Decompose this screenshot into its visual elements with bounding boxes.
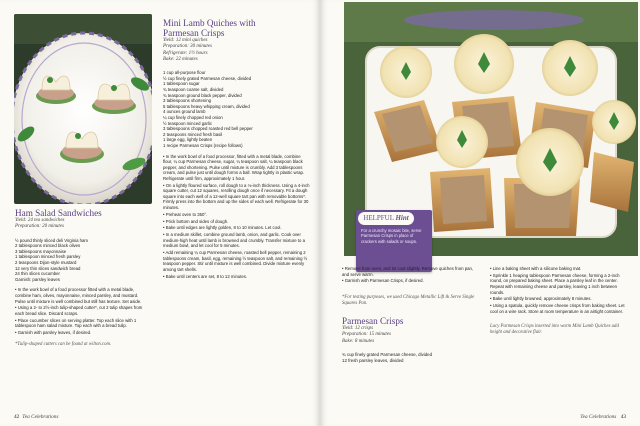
- step: • Garnish with Parmesan Crisps, if desired.: [342, 278, 424, 284]
- ingredient: 3 tablespoons shortening: [163, 98, 212, 104]
- step: • In a medium skillet, combine ground lamb, onion, and garlic. Cook over medium-high heat until lamb is browned and crumbly. Transfer mixture to a medium bowl, and let cool for 5 minutes.: [163, 232, 306, 249]
- page-number: 42: [14, 414, 20, 420]
- step: • In the work bowl of a food processor, fitted with a metal blade, combine flour, ¼ cup Parmesan cheese, sugar, ¼ teaspoon salt, ¼ teaspoon black pepper, and shortening. Pulse until mixture is crumbly. Add 3 tablespoons cream, and pulse just until dough forms a ball. Wrap tightly in plastic wrap. Refrigerate until firm, approximately 1 hour.: [163, 153, 305, 181]
- step: • Using a 2- to 2½-inch tulip-shaped cutter*, cut 2 tulip shapes from each bread slice. Discard scraps.: [15, 305, 143, 316]
- step: • Bake until edges are lightly golden, 8 to 10 minutes. Let cool.: [163, 225, 282, 231]
- ingredient: Garnish: parsley leaves: [15, 276, 60, 282]
- ingredient: ¾ cup finely grated Parmesan cheese, divided: [342, 352, 433, 358]
- ingredient: 24 thin slices cucumber: [15, 271, 60, 277]
- ham-recipe-title: Ham Salad Sandwiches: [15, 208, 102, 218]
- step: • Place cucumber slices on serving platter. Top each slice with 1 tablespoon ham salad mixture. Top each with a bread tulip.: [15, 317, 137, 329]
- step: • Garnish with parsley leaves, if desired.: [15, 330, 92, 336]
- ingredient: 2 teaspoons Dijon-style mustard: [15, 259, 77, 265]
- crisps-prep: Preparation: 15 minutes: [342, 332, 391, 338]
- magazine-title: Tea Celebrations: [22, 414, 59, 420]
- step: • Sprinkle 1 heaping tablespoon Parmesan cheese, forming a 2-inch round, on prepared baking sheet. Place a parsley leaf in the center. Repeat with remaining cheese and parsley, leaving 1 inch between rounds.: [490, 272, 620, 295]
- page-number: 43: [620, 414, 626, 420]
- quiche-prep: Preparation: 30 minutes: [163, 44, 212, 50]
- ham-recipe-yield: Yield: 24 tea sandwiches: [15, 218, 65, 223]
- hint-text: For a crunchy mosaic bite, serve Parmesan Crisps in place of crackers with salads or soups.: [361, 228, 422, 244]
- step: • Bake until centers are set, 8 to 12 minutes.: [163, 273, 248, 279]
- ingredient: 1 recipe Parmesan Crisps (recipe follows): [163, 142, 243, 148]
- step: • In the work bowl of a food processor fitted with a metal blade, combine ham, olives, mayonnaise, minced parsley, and mustard. Pulse until mixture is well combined but still has texture. Set aside.: [15, 287, 142, 304]
- quiche-bake: Bake: 22 minutes: [163, 56, 198, 62]
- step: • Add remaining ¼ cup Parmesan cheese, roasted bell pepper, remaining 2 tablespoons cream, basil, egg, remaining ½ teaspoon salt, and remaining ½ teaspoon pepper. Stir until mixture is well combined. Divide mixture evenly among tart shells.: [163, 250, 308, 272]
- ingredient: 1 cup all-purpose flour: [163, 70, 206, 76]
- ham-sandwich-photo: [14, 14, 152, 204]
- quiche-continued-steps: [342, 266, 480, 284]
- left-folio: [14, 414, 58, 420]
- quiche-steps: [163, 154, 311, 280]
- ingredient: ¾ teaspoon coarse salt, divided: [163, 86, 224, 92]
- step: • On a lightly floured surface, roll dough to a ⅛-inch thickness. Using a 4-inch square cutter, cut 12 squares, rerolling dough once if necessary. Fit a dough square into each well of a 12-well square tart pan with removable bottoms*. Firmly press into the bottom and up the sides of each well. Refrigerate for 30 minutes.: [163, 182, 310, 211]
- ham-steps: [15, 287, 150, 335]
- step: • Preheat oven to 350°.: [163, 211, 208, 217]
- hint-label-1: HELPFUL: [363, 214, 394, 222]
- quiche-continued: [342, 266, 480, 364]
- quiche-title-line2: Parmesan Crisps: [163, 28, 225, 38]
- ingredient: 1 tablespoon minced fresh parsley: [15, 254, 81, 260]
- ingredient: 2 tablespoons minced black olives: [15, 243, 81, 249]
- ingredient: 12 very thin slices sandwich bread: [15, 265, 81, 271]
- ham-footnote: *Tulip-shaped cutters can be found at wilton.com.: [15, 341, 112, 347]
- ingredient: ½ pound thinly sliced deli Virginia ham: [15, 237, 89, 243]
- step: • Using a spatula, quickly remove cheese crisps from baking sheet. Let cool on a wire rack. Store at room temperature in an airtight container.: [490, 303, 625, 314]
- right-folio: [580, 414, 626, 420]
- ingredient: 3 tablespoons mayonnaise: [15, 248, 67, 254]
- crisps-title: Parmesan Crisps: [342, 316, 404, 327]
- ham-recipe-prep: Preparation: 20 minutes: [15, 224, 64, 230]
- testing-note: *For testing purposes, we used Chicago Metallic Lift & Serve Single Squares Pan.: [342, 295, 475, 307]
- crisps-ingredients: [342, 352, 480, 364]
- ham-sandwich-illustration: [14, 14, 152, 204]
- ingredient: 3 tablespoons chopped roasted red bell pepper: [163, 126, 253, 132]
- ingredient: 5 tablespoons heavy whipping cream, divided: [163, 103, 250, 109]
- ham-recipe: [15, 208, 150, 348]
- step: • Bake until lightly browned, approximately 8 minutes.: [490, 296, 592, 302]
- magazine-title: Tea Celebrations: [580, 414, 617, 420]
- crisps-bake: Bake: 8 minutes: [342, 338, 375, 344]
- ingredient: ¼ cup finely chopped red onion: [163, 114, 223, 120]
- crisps-steps: [490, 266, 632, 314]
- quiche-refrigerate: Refrigerate: 1½ hours: [163, 50, 208, 56]
- right-page: [320, 0, 640, 426]
- step: • Remove from oven, and let cool slightly. Remove quiches from pan, and serve warm.: [342, 266, 474, 277]
- quiche-recipe: [163, 18, 311, 280]
- ingredient: ½ cup finely grated Parmesan cheese, divided: [163, 75, 252, 81]
- step: • Prick bottom and sides of dough.: [163, 218, 229, 224]
- ingredient: 2 teaspoons minced fresh basil: [163, 131, 223, 137]
- step: • Line a baking sheet with a silicone baking mat.: [490, 266, 582, 271]
- ham-ingredients: [15, 238, 150, 283]
- quiche-yield: Yield: 12 mini quiches: [163, 38, 208, 43]
- ingredient: 1 tablespoon sugar: [163, 81, 200, 87]
- crisps-yield: Yield: 12 crisps: [342, 326, 374, 332]
- crisps-caption: Lacy Parmesan Crisps inserted into warm Mini Lamb Quiches add height and decorative flair.: [490, 323, 619, 335]
- helpful-hint-box: [356, 210, 432, 272]
- ingredient: ¾ teaspoon ground black pepper, divided: [163, 92, 242, 98]
- ingredient: 4 ounces ground lamb: [163, 109, 206, 115]
- crisps-steps-column: [490, 266, 632, 336]
- quiche-ingredients: [163, 70, 311, 148]
- hint-badge: [358, 212, 414, 225]
- hint-label-2: Hint: [395, 214, 409, 222]
- ingredient: 1 large egg, lightly beaten: [163, 137, 213, 143]
- ingredient: 12 fresh parsley leaves, divided: [342, 358, 404, 364]
- ingredient: ½ teaspoon minced garlic: [163, 120, 212, 126]
- quiche-title-line1: Mini Lamb Quiches with: [163, 18, 256, 28]
